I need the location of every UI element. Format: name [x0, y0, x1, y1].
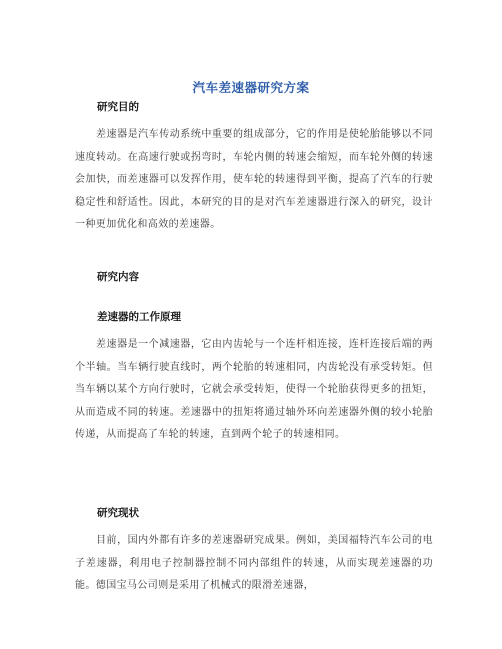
section-paragraph-purpose: 差速器是汽车传动系统中重要的组成部分，它的作用是使轮胎能够以不同速度转动。在高速行驶或拐弯时，车轮内侧的转速会缩短，而车轮外侧的转速会加快，而差速器可以发挥作用，使车轮的转速得到平衡，提高了汽车的行驶稳定性和舒适性。因此，本研究的目的是对汽车差速器进行深入的研究，设计一种更加优化和高效的差速器。: [75, 129, 433, 230]
section-heading-status: 研究现状: [97, 507, 139, 519]
section-heading-principle: 差速器的工作原理: [97, 311, 181, 323]
section-paragraph-principle: 差速器是一个减速器，它由内齿轮与一个连杆相连接，连杆连接后端的两个半轴。当车辆行驶直线时，两个轮胎的转速相同，内齿轮没有承受转矩。但当车辆以某个方向行驶时，它就会承受转矩，使得一个轮胎获得更多的扭矩，从而造成不同的转速。差速器中的扭矩将通过轴外环向差速器外侧的较小轮胎传递，从而提高了车轮的转速，直到两个轮子的转速相同。: [75, 339, 433, 440]
document-title: 汽车差速器研究方案: [192, 80, 310, 95]
section-heading-content: 研究内容: [97, 271, 139, 283]
section-heading-purpose: 研究目的: [97, 101, 139, 113]
section-paragraph-status: 目前，国内外都有许多的差速器研究成果。例如，美国福特汽车公司的电子差速器，利用电子控制器控制不同内部组件的转速，从而实现差速器的功能。德国宝马公司则是采用了机械式的限滑差速器，: [75, 535, 433, 591]
